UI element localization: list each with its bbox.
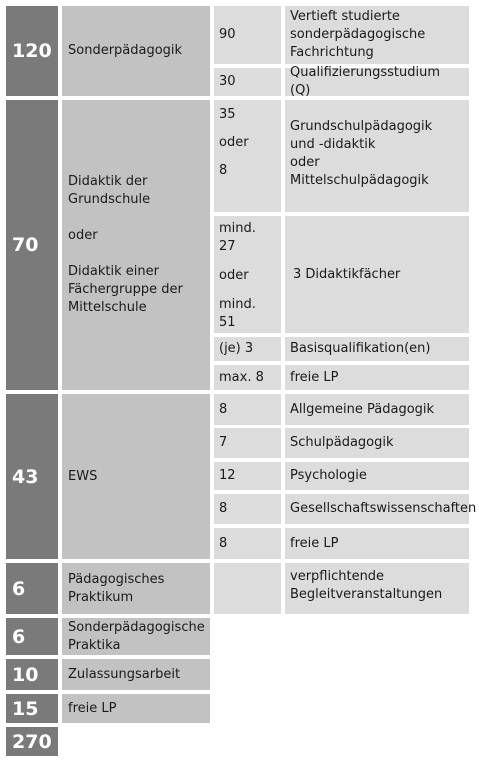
lp-didaktikfaecher: mind. 27 oder mind. 51 — [214, 216, 281, 333]
desc-didaktikfaecher: 3 Didaktikfächer — [285, 216, 469, 333]
area-freie-lp: freie LP — [62, 694, 210, 723]
area-didaktik: Didaktik der Grundschule oder Didaktik einer Fächergruppe der Mittelschule — [62, 100, 210, 390]
lp-qualifizierung: 30 — [214, 68, 281, 96]
lp-didaktik-freie: max. 8 — [214, 365, 281, 390]
total-freie-lp: 15 — [6, 694, 58, 723]
lp-grundschulpaedagogik: 35 oder 8 — [214, 100, 281, 212]
area-sonderpraktika: Sonderpädagogische Praktika — [62, 618, 210, 655]
desc-allgemeine-paedagogik: Allgemeine Pädagogik — [285, 394, 469, 425]
desc-psychologie: Psychologie — [285, 462, 469, 490]
area-praktikum: Pädagogisches Praktikum — [62, 563, 210, 614]
area-sonderpaedagogik: Sonderpädagogik — [62, 6, 210, 96]
lp-praktikum — [214, 563, 281, 614]
desc-fachrichtung: Vertieft studierte sonderpädagogische Fachrichtung — [285, 6, 469, 64]
desc-didaktik-freie: freie LP — [285, 365, 469, 390]
desc-ews-freie: freie LP — [285, 528, 469, 559]
area-ews: EWS — [62, 394, 210, 559]
lp-basisqualifikation: (je) 3 — [214, 337, 281, 361]
total-sonderpaedagogik: 120 — [6, 6, 58, 96]
lp-ews-freie: 8 — [214, 528, 281, 559]
desc-gesellschaftswissenschaften: Gesellschaftswissenschaften — [285, 494, 469, 524]
desc-qualifizierung: Qualifizierungsstudium (Q) — [285, 68, 469, 96]
lp-allgemeine-paedagogik: 8 — [214, 394, 281, 425]
desc-praktikum: verpflichtende Begleitveranstaltungen — [285, 563, 469, 614]
desc-basisqualifikation: Basisqualifikation(en) — [285, 337, 469, 361]
lp-fachrichtung: 90 — [214, 6, 281, 64]
total-didaktik: 70 — [6, 100, 58, 390]
total-sonderpraktika: 6 — [6, 618, 58, 655]
desc-schulpaedagogik: Schulpädagogik — [285, 428, 469, 458]
lp-gesellschaftswissenschaften: 8 — [214, 494, 281, 524]
desc-grundschulpaedagogik: Grundschulpädagogik und -didaktik oder Mittelschulpädagogik — [285, 100, 469, 212]
area-zulassungsarbeit: Zulassungsarbeit — [62, 659, 210, 690]
total-zulassungsarbeit: 10 — [6, 659, 58, 690]
total-ews: 43 — [6, 394, 58, 559]
lp-psychologie: 12 — [214, 462, 281, 490]
total-praktikum: 6 — [6, 563, 58, 614]
lp-schulpaedagogik: 7 — [214, 428, 281, 458]
total-summe: 270 — [6, 727, 58, 756]
